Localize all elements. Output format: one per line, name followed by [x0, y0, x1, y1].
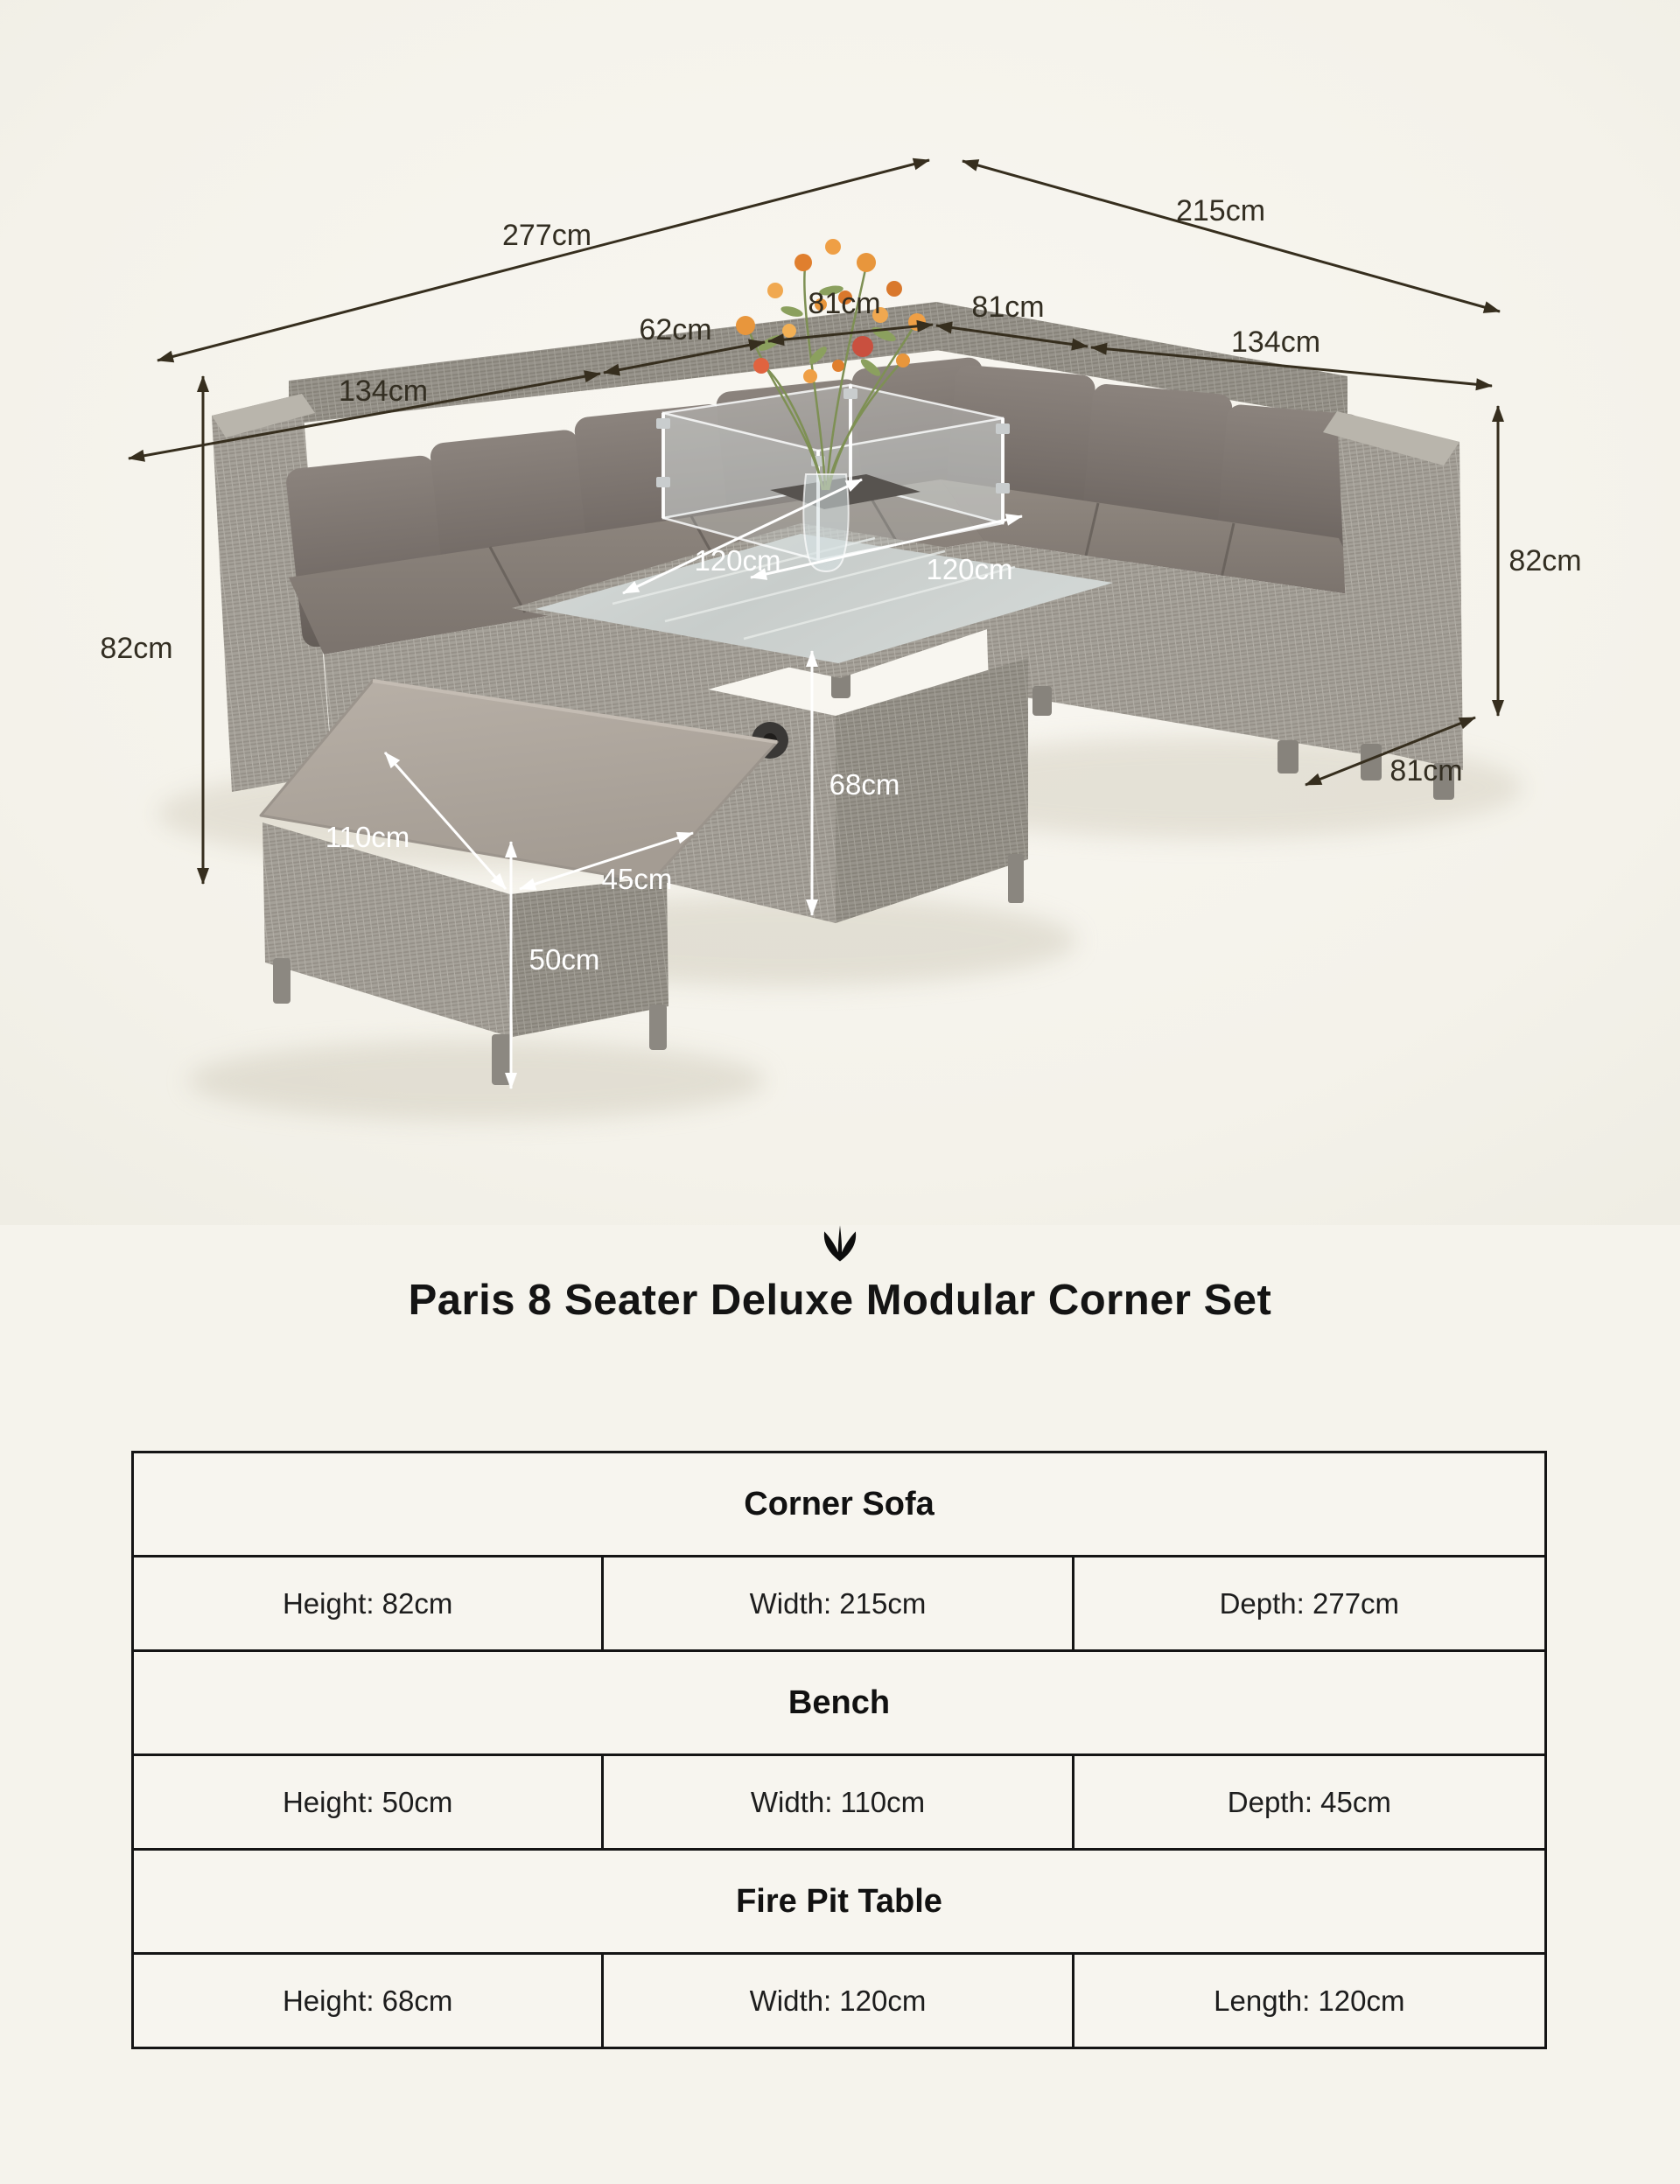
sofa-right-arm — [1337, 411, 1463, 770]
dim-label-left-seat: 134cm — [338, 374, 429, 408]
brand-block — [0, 1225, 1680, 1382]
dim-label-bench-width: 110cm — [325, 821, 410, 853]
dim-label-sofa-depth: 81cm — [1390, 754, 1463, 788]
crown-logo-icon — [817, 1225, 863, 1264]
dim-label-table-width: 120cm — [694, 544, 781, 577]
spec-section-fire-pit-table — [134, 1851, 1544, 2047]
spec-row — [134, 1558, 1544, 1652]
spec-cell-depth: Depth: 45cm — [1227, 1785, 1391, 1818]
spec-cell-height: Height: 68cm — [134, 1955, 604, 2047]
spec-section-bench — [134, 1652, 1544, 1851]
spec-cell-width: Width: 120cm — [604, 1955, 1074, 2047]
spec-section-title: Corner Sofa — [134, 1453, 1544, 1558]
spec-section-corner-sofa — [134, 1453, 1544, 1652]
dim-label-left-height: 82cm — [100, 632, 173, 665]
spec-cell-height: Height: 82cm — [134, 1558, 604, 1649]
spec-row — [134, 1955, 1544, 2047]
spec-cell-width: Width: 110cm — [604, 1756, 1074, 1848]
dim-label-back-right-total: 215cm — [1175, 194, 1266, 228]
dim-label-right-module: 81cm — [971, 290, 1045, 324]
spec-table — [131, 1451, 1547, 2049]
spec-cell-height: Height: 50cm — [134, 1756, 604, 1848]
table-leg — [1008, 854, 1024, 903]
spec-section-title: Bench — [134, 1652, 1544, 1756]
dim-label-bench-depth: 45cm — [601, 863, 673, 895]
dim-label-corner: 62cm — [639, 313, 712, 346]
spec-row — [134, 1756, 1544, 1851]
spec-section-title: Fire Pit Table — [134, 1851, 1544, 1955]
dim-label-table-height: 68cm — [829, 768, 900, 801]
spec-cell-width: Width: 215cm — [604, 1558, 1074, 1649]
page-title: Paris 8 Seater Deluxe Modular Corner Set — [408, 1277, 1272, 1324]
dim-label-right-seat: 134cm — [1230, 326, 1321, 359]
spec-cell-depth: Depth: 277cm — [1219, 1586, 1400, 1620]
dim-label-bench-height: 50cm — [528, 943, 600, 976]
dim-label-right-height: 82cm — [1508, 544, 1582, 578]
dim-label-back-left-total: 277cm — [501, 219, 592, 252]
spec-cell-length: Length: 120cm — [1214, 1984, 1405, 2017]
dim-label-table-length: 120cm — [926, 553, 1013, 585]
dim-label-left-module: 81cm — [808, 287, 881, 320]
